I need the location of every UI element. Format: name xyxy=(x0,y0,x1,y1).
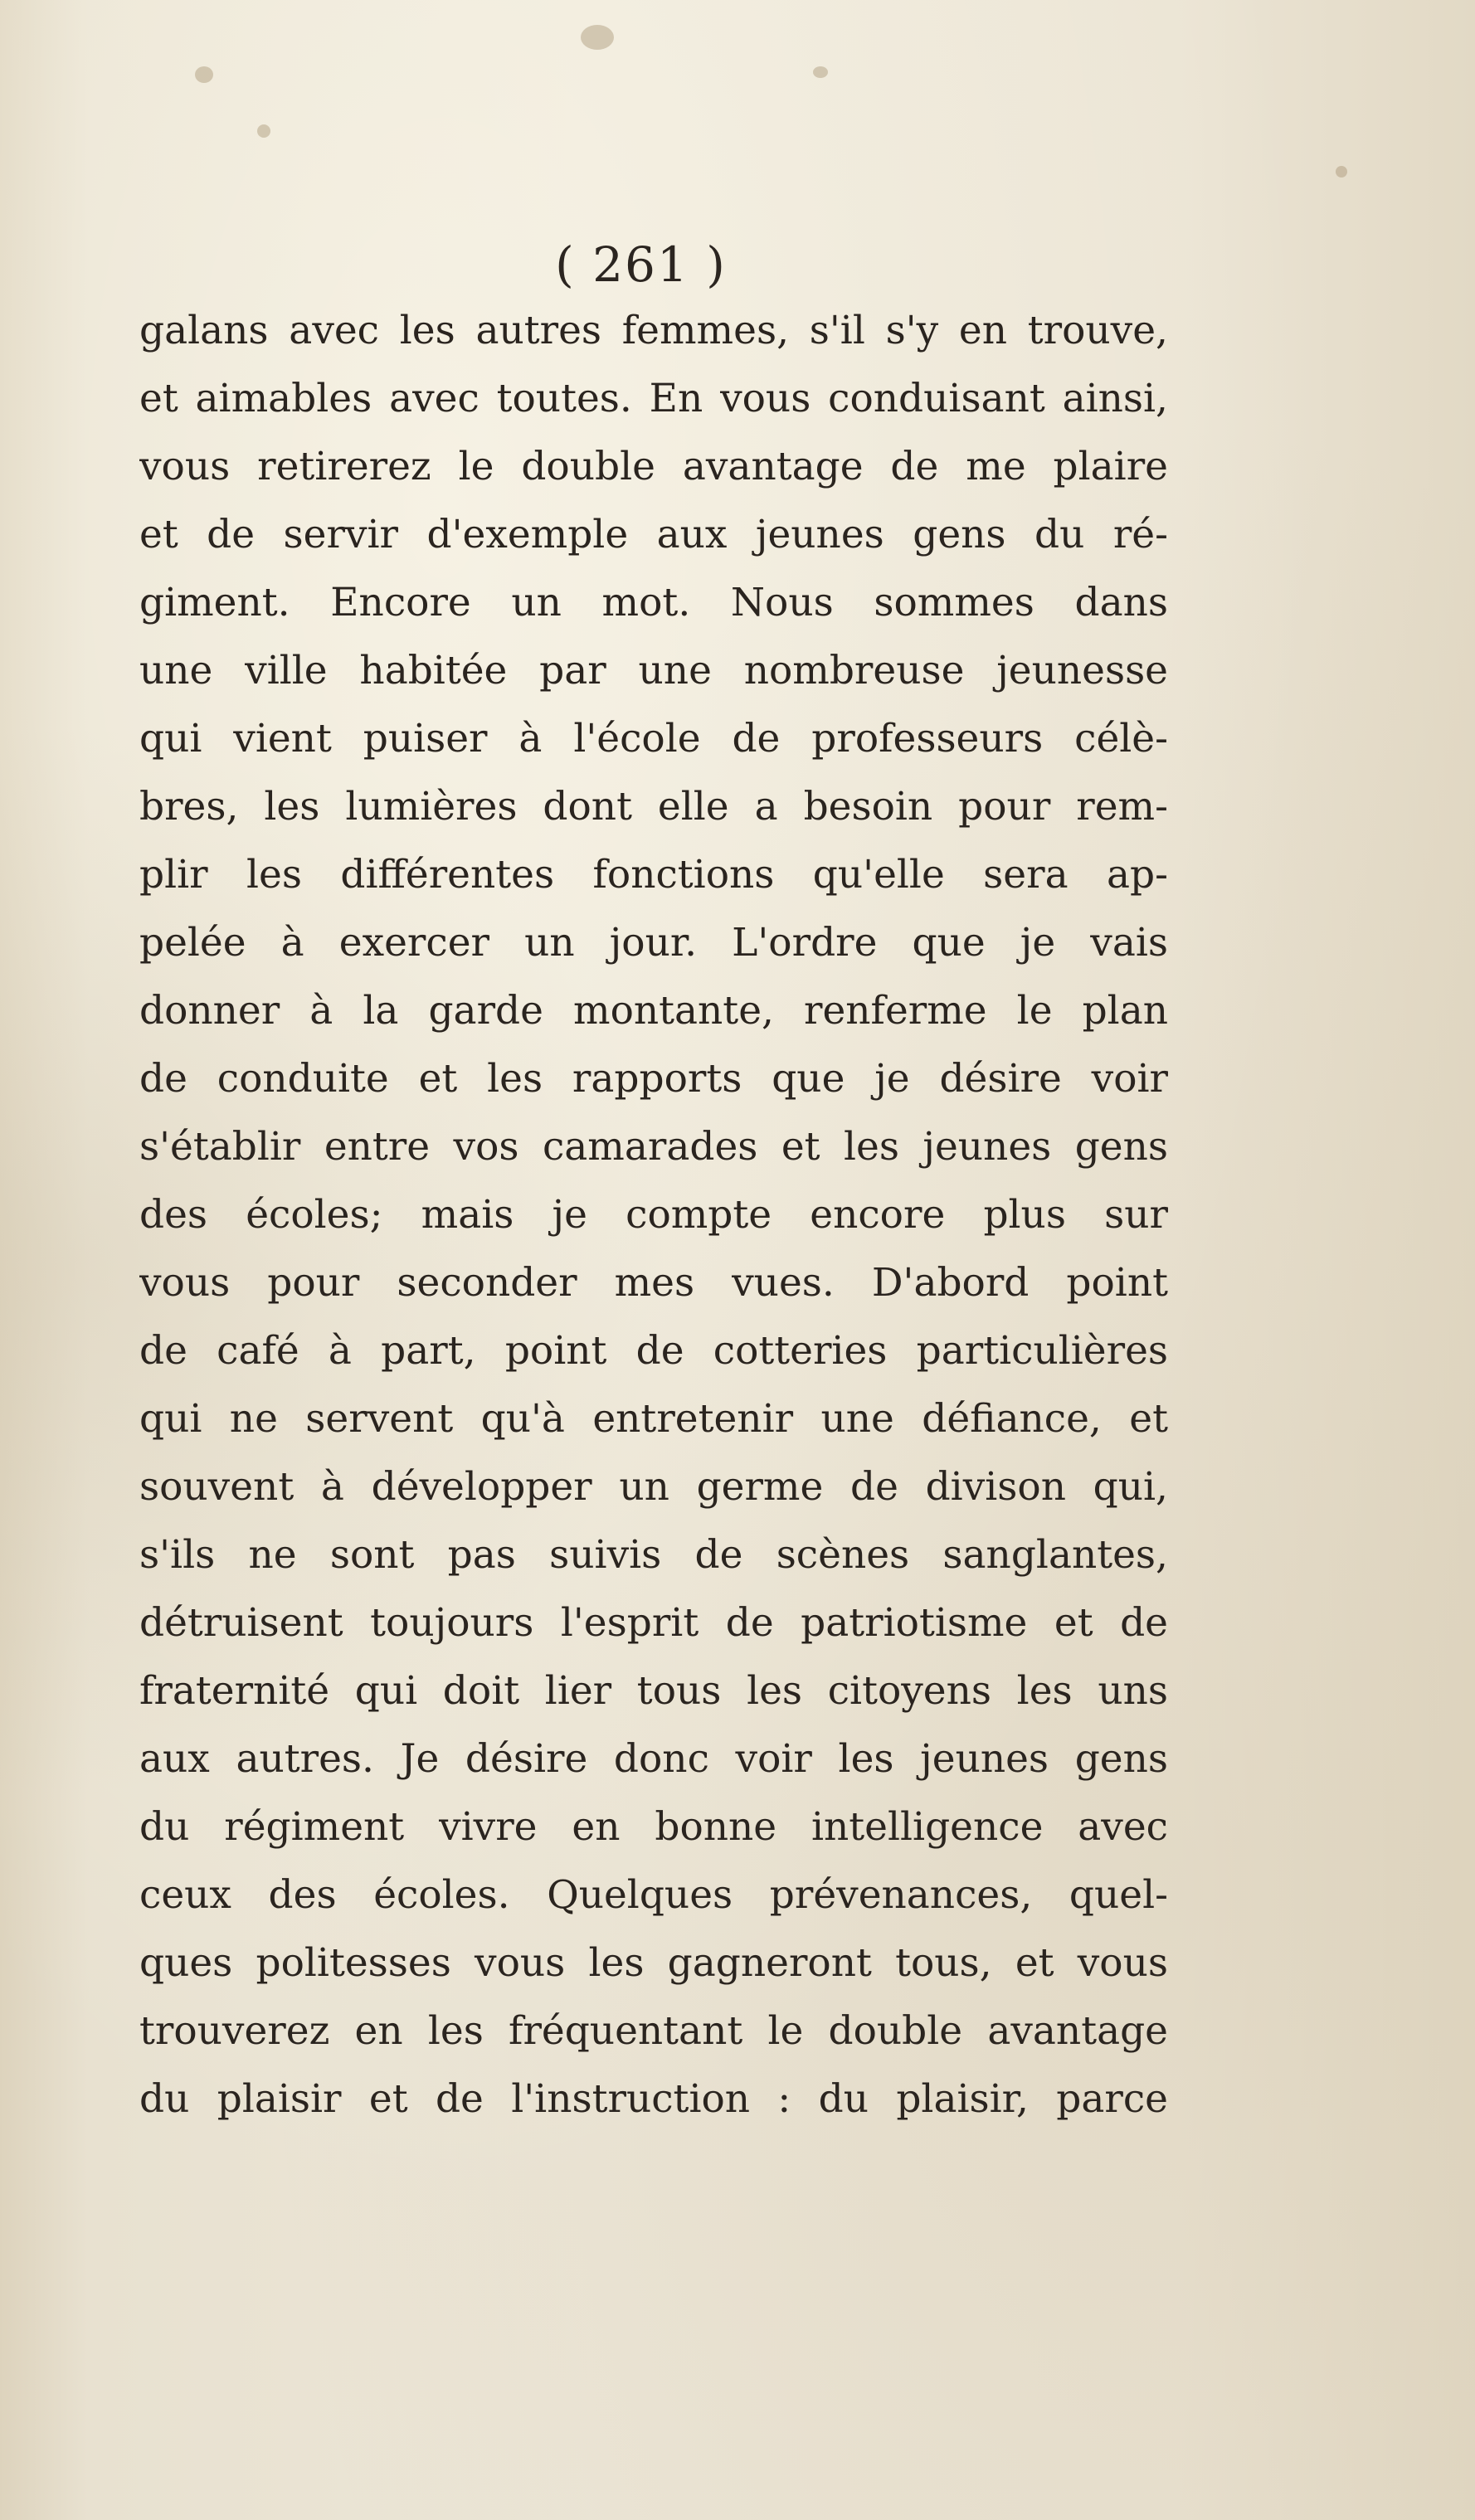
text-line: souvent à développer un germe de divison qui, xyxy=(139,1464,1168,1510)
text-line: trouverez en les fréquentant le double avantage xyxy=(139,2008,1168,2054)
paper-speck xyxy=(1336,166,1347,178)
text-line: et de servir d'exemple aux jeunes gens du ré- xyxy=(139,512,1168,557)
text-line: galans avec les autres femmes, s'il s'y en trouve, xyxy=(139,308,1168,353)
text-line: pelée à exercer un jour. L'ordre que je vais xyxy=(139,920,1168,966)
text-line: ques politesses vous les gagneront tous, et vous xyxy=(139,1940,1168,1986)
text-line: vous retirerez le double avantage de me plaire xyxy=(139,444,1168,489)
text-line: du régiment vivre en bonne intelligence avec xyxy=(139,1804,1168,1850)
text-line: des écoles; mais je compte encore plus sur xyxy=(139,1192,1168,1238)
text-line: s'établir entre vos camarades et les jeunes gens xyxy=(139,1124,1168,1170)
text-line: qui vient puiser à l'école de professeurs célè- xyxy=(139,716,1168,761)
text-line: et aimables avec toutes. En vous conduisant ainsi, xyxy=(139,376,1168,421)
paper-speck xyxy=(195,66,213,83)
text-line: qui ne servent qu'à entretenir une défiance, et xyxy=(139,1396,1168,1442)
text-line: donner à la garde montante, renferme le plan xyxy=(139,988,1168,1034)
text-line: fraternité qui doit lier tous les citoyens les uns xyxy=(139,1668,1168,1714)
paper-speck xyxy=(257,124,270,138)
text-line: de café à part, point de cotteries particulières xyxy=(139,1328,1168,1374)
text-line: bres, les lumières dont elle a besoin pour rem- xyxy=(139,784,1168,829)
text-line: détruisent toujours l'esprit de patriotisme et de xyxy=(139,1600,1168,1646)
body-text xyxy=(139,297,1168,2133)
text-line: une ville habitée par une nombreuse jeunesse xyxy=(139,648,1168,693)
text-line: ceux des écoles. Quelques prévenances, quel- xyxy=(139,1872,1168,1918)
paper-speck xyxy=(581,25,614,50)
text-line: aux autres. Je désire donc voir les jeunes gens xyxy=(139,1736,1168,1782)
text-line: plir les différentes fonctions qu'elle sera ap- xyxy=(139,852,1168,898)
text-line: du plaisir et de l'instruction : du plaisir, parce xyxy=(139,2076,1168,2122)
text-line: giment. Encore un mot. Nous sommes dans xyxy=(139,580,1168,625)
paper-speck xyxy=(813,66,828,78)
text-line: de conduite et les rapports que je désire voir xyxy=(139,1056,1168,1102)
text-line: vous pour seconder mes vues. D'abord point xyxy=(139,1260,1168,1306)
page-number-header: ( 261 ) xyxy=(555,236,727,293)
text-line: s'ils ne sont pas suivis de scènes sanglantes, xyxy=(139,1532,1168,1578)
